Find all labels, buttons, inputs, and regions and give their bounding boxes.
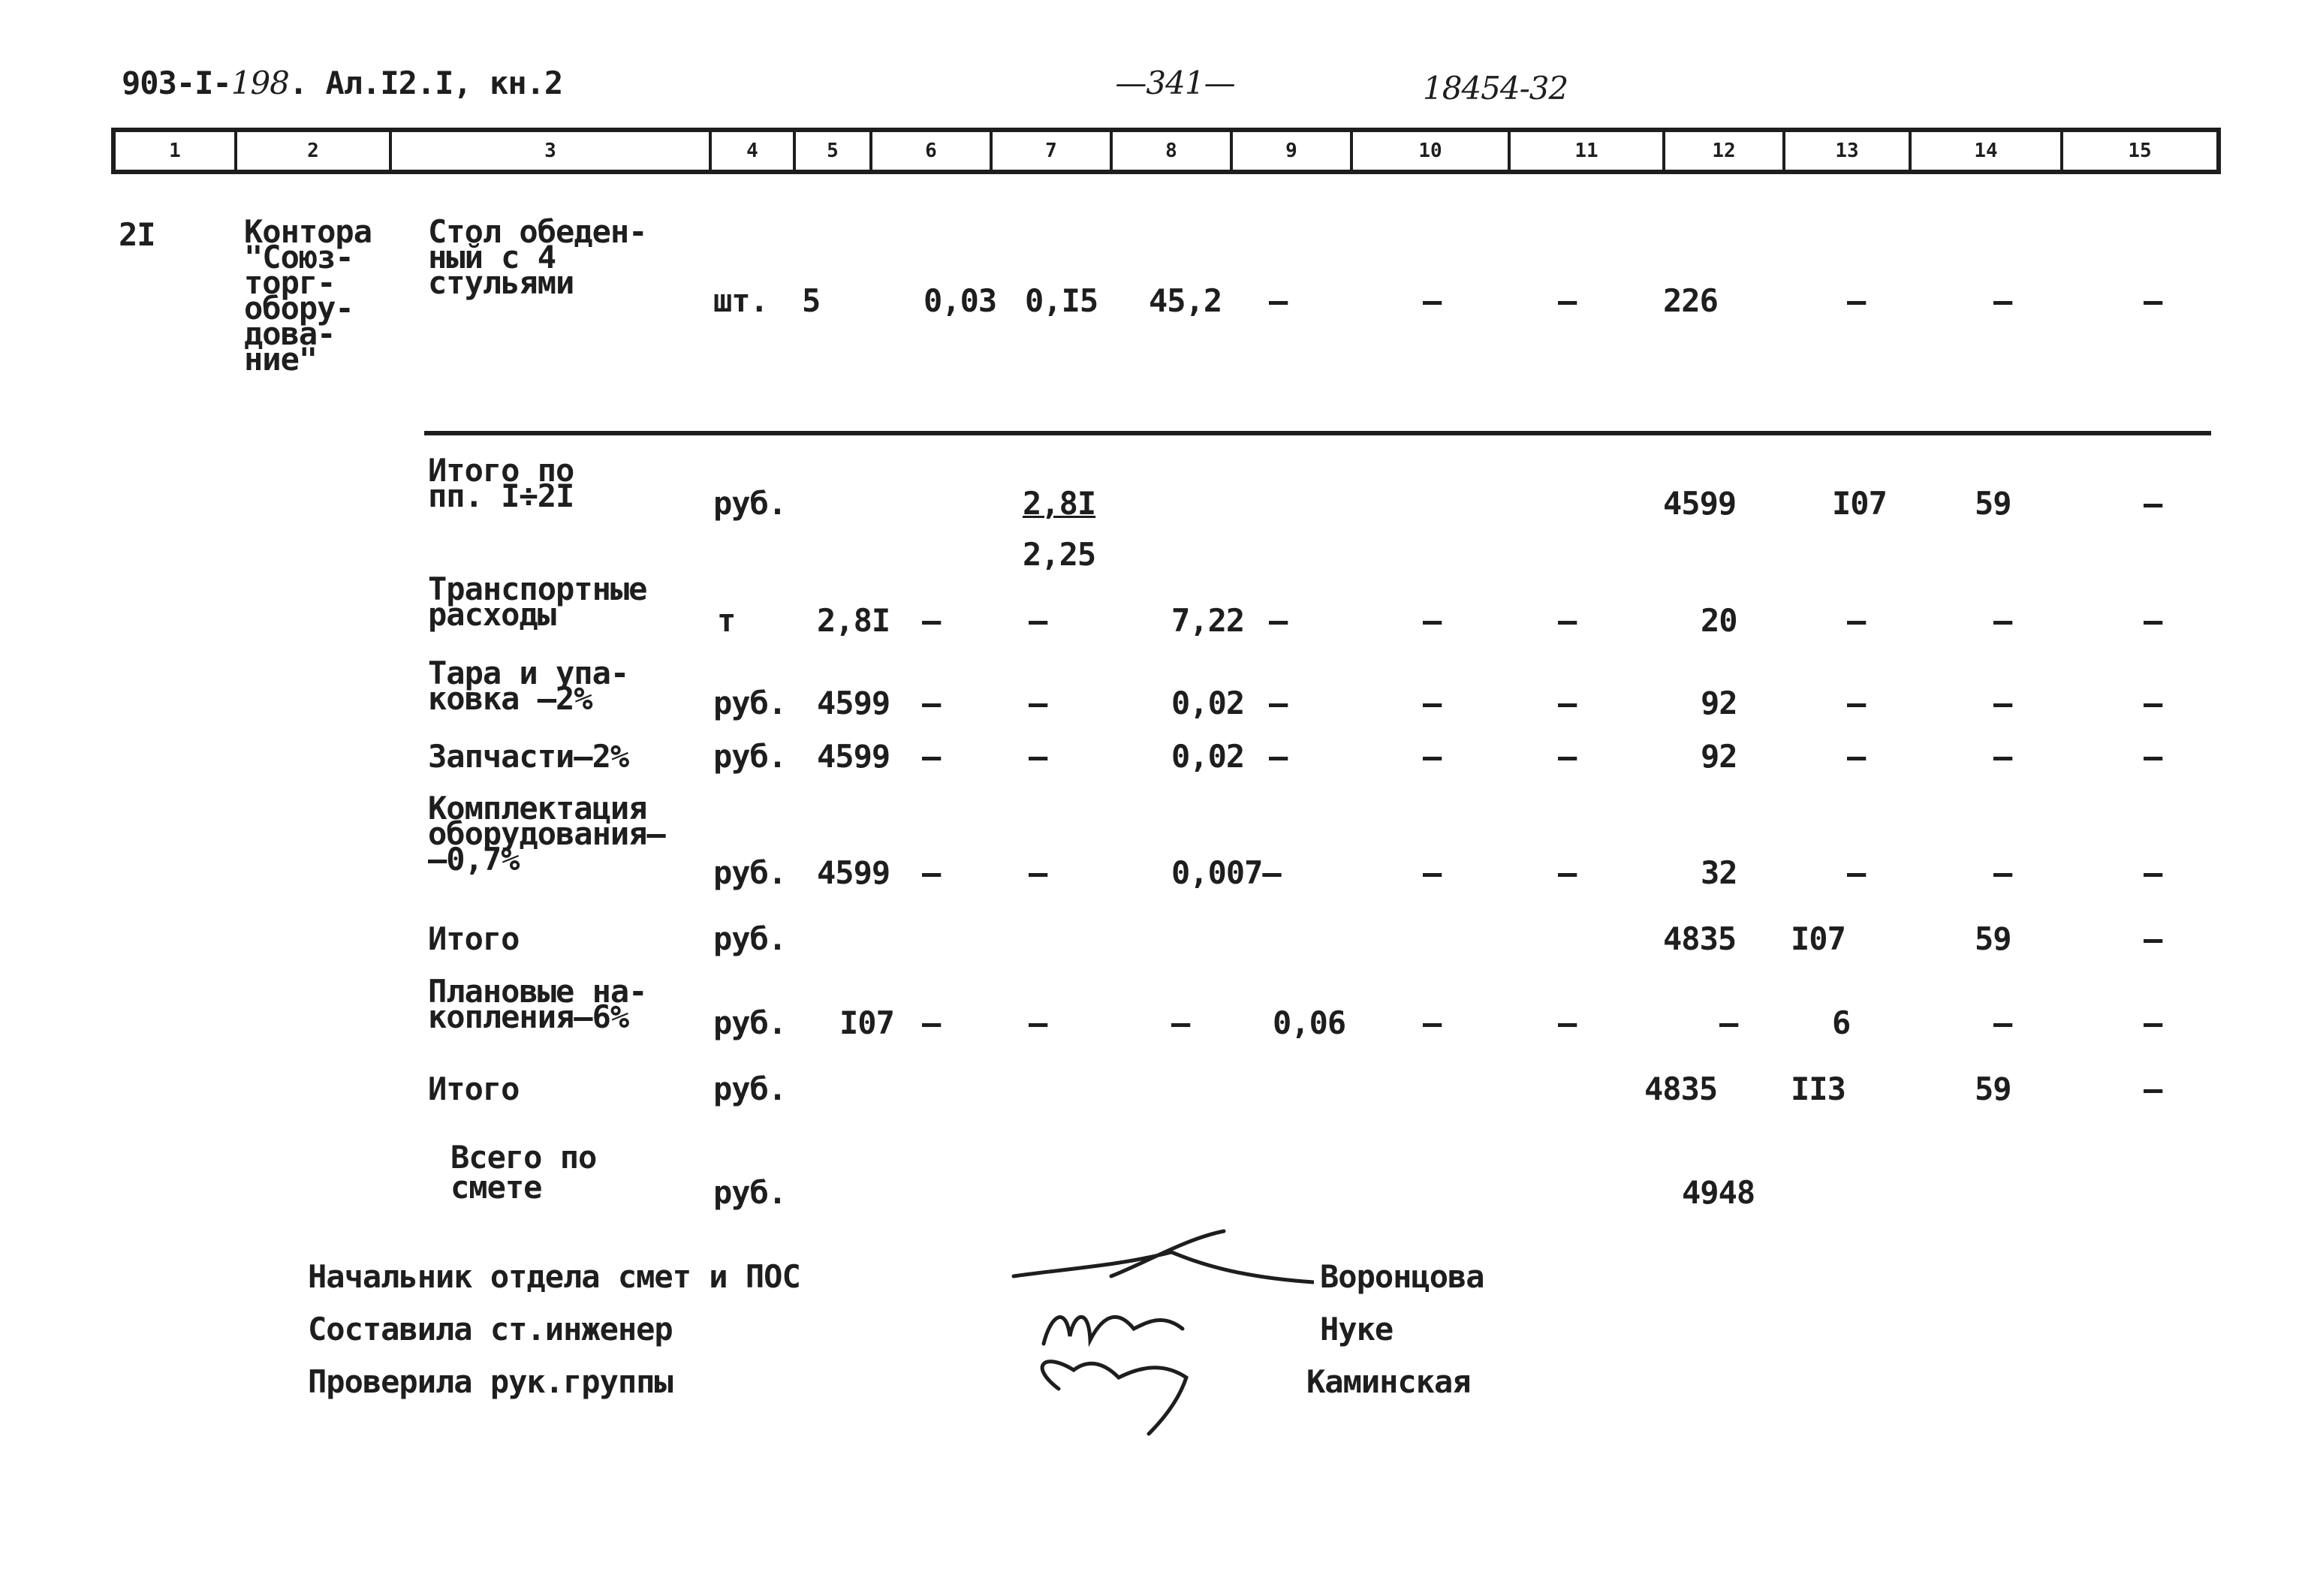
cell-col13: – <box>1847 685 1866 721</box>
cell-col8: 7,22 <box>1171 602 1245 639</box>
cell-col13: I07 <box>1832 485 1887 522</box>
cell-col14: – <box>1993 854 2012 891</box>
cell-col15: – <box>2144 1071 2162 1107</box>
cell-col14: 59 <box>1975 920 2011 957</box>
cell-col6: – <box>922 602 941 639</box>
cell-col6: – <box>922 738 941 775</box>
cell-col10: – <box>1423 685 1442 721</box>
signature-name: Воронцова <box>1320 1258 1484 1295</box>
cell-col8: 0,02 <box>1171 685 1245 721</box>
signature-role: Начальник отдела смет и ПОС <box>308 1258 800 1295</box>
cell-col14: – <box>1993 1004 2012 1041</box>
cell-col9: – <box>1269 602 1288 639</box>
document-number: 18454-32 <box>1423 70 1568 107</box>
cell-col7: – <box>1029 685 1047 721</box>
cell-col13: – <box>1847 738 1866 775</box>
cell-col9: – <box>1269 685 1288 721</box>
cell-col13: – <box>1847 602 1866 639</box>
cell-col7: – <box>1029 1004 1047 1041</box>
document-code-prefix: 903-I- <box>122 65 231 101</box>
cell-col11: – <box>1558 854 1577 891</box>
cell-col8: 45,2 <box>1149 282 1222 319</box>
cell-col15: – <box>2144 854 2162 891</box>
item-name: Итого <box>428 1071 520 1107</box>
cell-col12: 92 <box>1701 738 1737 775</box>
document-code <box>122 66 562 101</box>
cell-col6: – <box>922 854 941 891</box>
cell-col7-denominator: 2,25 <box>1023 536 1096 573</box>
column-number: 1 <box>169 140 181 162</box>
cell-col12: 32 <box>1701 854 1737 891</box>
quantity: 4599 <box>817 854 890 891</box>
item-name: Запчасти–2% <box>428 738 629 775</box>
cell-col9: 0,06 <box>1273 1004 1346 1041</box>
cell-col14: – <box>1993 738 2012 775</box>
cell-col12: 4835 <box>1644 1071 1718 1107</box>
quantity: 5 <box>802 282 821 319</box>
cell-col10: – <box>1423 282 1442 319</box>
unit: т <box>717 602 736 639</box>
item-name: Итого по пп. I÷2I <box>428 452 574 514</box>
cell-col12: – <box>1719 1004 1738 1041</box>
cell-col12: 4835 <box>1663 920 1737 957</box>
section-divider <box>424 431 2211 435</box>
column-number: 14 <box>1909 132 2060 170</box>
item-name: Тара и упа- ковка –2% <box>428 655 629 717</box>
cell-col15: – <box>2144 1004 2162 1041</box>
cell-col7: 0,I5 <box>1025 282 1098 319</box>
column-number: 15 <box>2060 132 2216 170</box>
cell-col8: 0,007– <box>1171 854 1281 891</box>
cell-col7: – <box>1029 738 1047 775</box>
organization-name: Контора "Союз- торг- обору- дова- ние" <box>244 213 372 378</box>
quantity: I07 <box>839 1004 894 1041</box>
cell-col11: – <box>1558 1004 1577 1041</box>
item-name: Стол обеден- ный с 4 стульями <box>428 213 647 301</box>
cell-col13: 6 <box>1832 1004 1851 1041</box>
cell-col14: – <box>1993 685 2012 721</box>
column-number: 9 <box>1230 132 1350 170</box>
cell-col11: – <box>1558 685 1577 721</box>
cell-col12: 92 <box>1701 685 1737 721</box>
cell-col14: – <box>1993 602 2012 639</box>
column-number: 2 <box>234 132 389 170</box>
cell-col11: – <box>1558 602 1577 639</box>
cell-col15: – <box>2144 485 2162 522</box>
signature-name: Нуке <box>1320 1311 1394 1348</box>
cell-col15: – <box>2144 685 2162 721</box>
column-number: 5 <box>793 132 869 170</box>
column-number: 4 <box>709 132 793 170</box>
unit: шт. <box>713 282 768 319</box>
quantity: 4599 <box>817 738 890 775</box>
cell-col10: – <box>1423 602 1442 639</box>
cell-col13: – <box>1847 282 1866 319</box>
unit: руб. <box>713 1071 787 1107</box>
cell-col15: – <box>2144 602 2162 639</box>
row-number: 2I <box>119 216 155 253</box>
column-number: 12 <box>1662 132 1782 170</box>
signature-stroke <box>1044 1317 1183 1344</box>
unit: руб. <box>713 685 787 721</box>
cell-col12: 226 <box>1663 282 1718 319</box>
cell-col7: – <box>1029 854 1047 891</box>
column-number: 10 <box>1350 132 1508 170</box>
cell-col15: – <box>2144 920 2162 957</box>
handwritten-signatures <box>999 1216 1314 1441</box>
document-code-handwritten: 198 <box>230 65 289 101</box>
quantity: 4599 <box>817 685 890 721</box>
page-number: —341— <box>1115 65 1235 101</box>
cell-col15: – <box>2144 282 2162 319</box>
item-name: Итого <box>428 920 520 957</box>
cell-col9: – <box>1269 282 1288 319</box>
cell-col15: – <box>2144 738 2162 775</box>
cell-col14: 59 <box>1975 1071 2011 1107</box>
cell-col12: 4599 <box>1663 485 1737 522</box>
cell-col10: – <box>1423 854 1442 891</box>
column-number-header <box>111 128 2221 174</box>
document-code-suffix: . Ал.I2.I, кн.2 <box>288 65 563 101</box>
cell-col7-numerator: 2,8I <box>1023 485 1096 522</box>
column-number: 11 <box>1508 132 1662 170</box>
cell-col6: – <box>922 685 941 721</box>
signature-role: Проверила рук.группы <box>308 1363 673 1400</box>
cell-col13: II3 <box>1791 1071 1846 1107</box>
unit: руб. <box>713 854 787 891</box>
column-number: 6 <box>869 132 990 170</box>
item-name: Транспортные расходы <box>428 571 647 633</box>
cell-col12: 4948 <box>1682 1174 1755 1211</box>
signature-stroke <box>1042 1362 1186 1434</box>
column-number: 13 <box>1782 132 1909 170</box>
unit: руб. <box>713 738 787 775</box>
cell-col12: 20 <box>1701 602 1737 639</box>
item-name: Всего по смете <box>450 1139 597 1206</box>
cell-col10: – <box>1423 738 1442 775</box>
cell-col8: 0,02 <box>1171 738 1245 775</box>
cell-col8: – <box>1171 1004 1190 1041</box>
cell-col14: – <box>1993 282 2012 319</box>
signature-name: Каминская <box>1306 1363 1471 1400</box>
item-name: Комплектация оборудования– –0,7% <box>428 790 665 878</box>
cell-col14: 59 <box>1975 485 2011 522</box>
cell-col6: 0,03 <box>924 282 997 319</box>
cell-col6: – <box>922 1004 941 1041</box>
unit: руб. <box>713 920 787 957</box>
column-number: 3 <box>389 132 709 170</box>
item-name: Плановые на- копления–6% <box>428 973 647 1035</box>
cell-col10: – <box>1423 1004 1442 1041</box>
unit: руб. <box>713 485 787 522</box>
quantity: 2,8I <box>817 602 890 639</box>
cell-col11: – <box>1558 738 1577 775</box>
column-number: 7 <box>990 132 1110 170</box>
cell-col9: – <box>1269 738 1288 775</box>
cell-col13: I07 <box>1791 920 1846 957</box>
column-number: 8 <box>1110 132 1230 170</box>
unit: руб. <box>713 1004 787 1041</box>
signature-role: Составила ст.инженер <box>308 1311 673 1348</box>
signature-stroke <box>1014 1231 1314 1282</box>
cell-col11: – <box>1558 282 1577 319</box>
cell-col7: – <box>1029 602 1047 639</box>
unit: руб. <box>713 1174 787 1211</box>
cell-col13: – <box>1847 854 1866 891</box>
